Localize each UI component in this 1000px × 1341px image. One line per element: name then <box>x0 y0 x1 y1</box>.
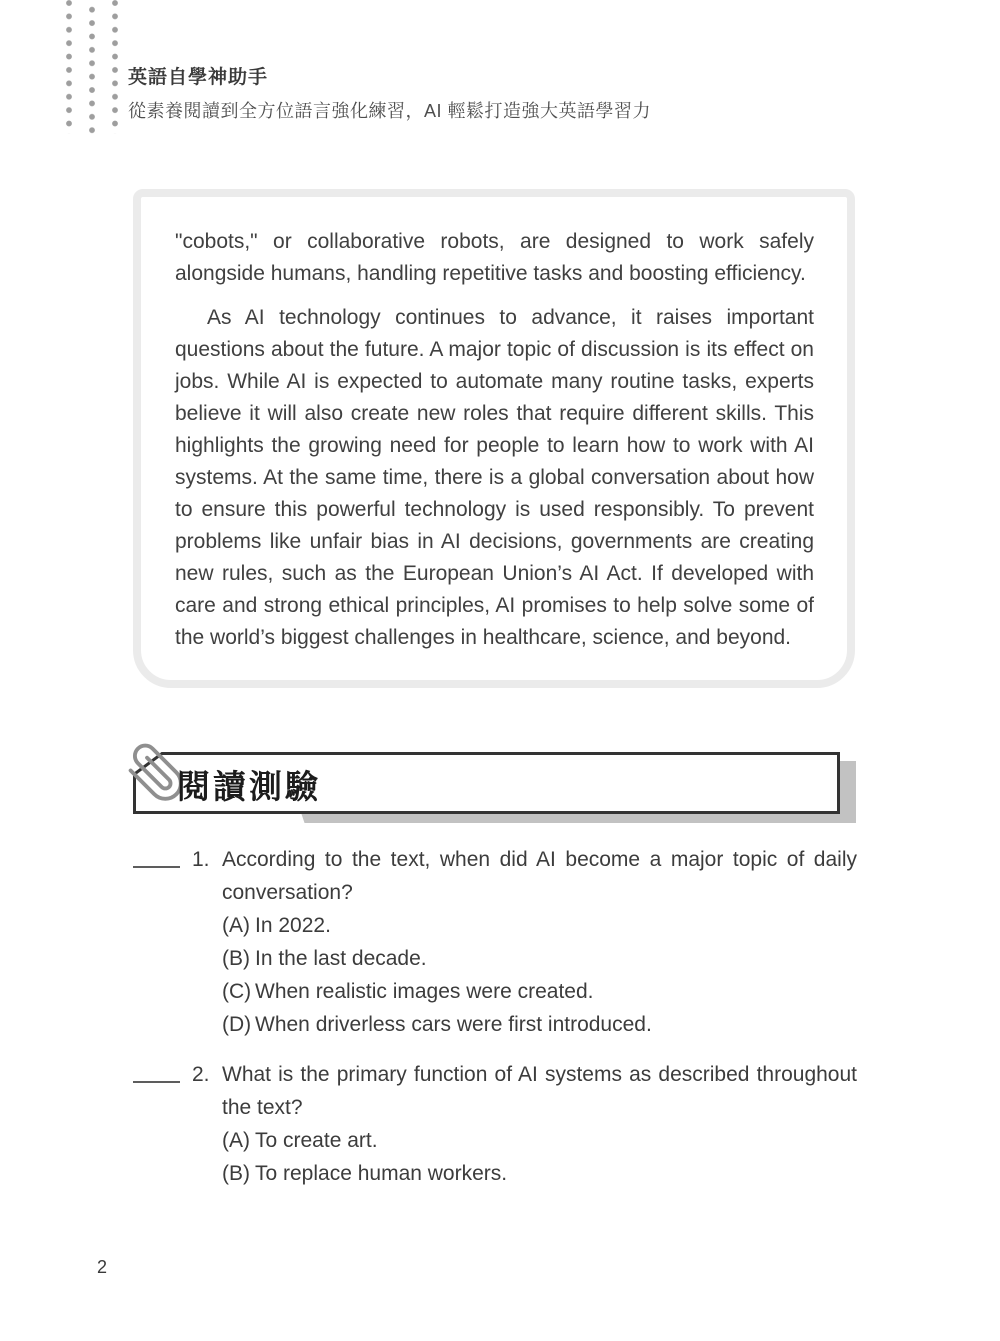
option-text: When realistic images were created. <box>255 980 594 1003</box>
question-number: 2. <box>192 1063 210 1086</box>
answer-option <box>222 1008 857 1041</box>
answer-blank[interactable] <box>133 843 180 868</box>
option-label: (B) <box>222 1162 250 1185</box>
passage-paragraph: As AI technology continues to advance, it raises important questions about the future. A major topic of discussion is its effect on jobs. While AI is expected to automate many routine tasks, experts believe it will also create new roles that require different skills. This highlights the growing need for people to learn how to work with AI systems. At the same time, there is a global conversation about how to ensure this powerful technology is used responsibly. To prevent problems like unfair bias in AI decisions, governments are creating new rules, such as the European Union’s AI Act. If developed with care and strong ethical principles, AI promises to help solve some of the world’s biggest challenges in healthcare, science, and beyond. <box>175 306 814 649</box>
answer-option <box>222 942 857 975</box>
question-item <box>133 843 857 1041</box>
option-text: To create art. <box>255 1129 378 1152</box>
option-label: (D) <box>222 1013 252 1036</box>
option-label: (C) <box>222 980 252 1003</box>
answer-option <box>222 1157 857 1190</box>
answer-option <box>222 1124 857 1157</box>
answer-blank[interactable] <box>133 1058 180 1083</box>
questions <box>133 843 857 1207</box>
question-stem: According to the text, when did AI become a major topic of daily conversation? <box>222 848 857 904</box>
answer-option <box>222 909 857 942</box>
option-label: (B) <box>222 947 250 970</box>
question-item <box>133 1058 857 1190</box>
option-label: (A) <box>222 914 250 937</box>
section-title: 閱讀測驗 <box>177 768 321 805</box>
page-number: 2 <box>97 1257 108 1277</box>
question-stem: What is the primary function of AI systems as described throughout the text? <box>222 1063 857 1119</box>
option-text: In the last decade. <box>255 947 427 970</box>
option-text: When driverless cars were first introduced. <box>255 1013 652 1036</box>
option-label: (A) <box>222 1129 250 1152</box>
answer-option <box>222 975 857 1008</box>
reading-passage-box <box>133 189 855 688</box>
option-text: In 2022. <box>255 914 331 937</box>
section-banner <box>133 752 840 814</box>
option-text: To replace human workers. <box>255 1162 508 1185</box>
question-number: 1. <box>192 848 210 871</box>
dot-pattern-decoration <box>66 0 121 134</box>
book-subtitle: 從素養閱讀到全方位語言強化練習，AI 輕鬆打造強大英語學習力 <box>128 101 652 121</box>
book-title: 英語自學神助手 <box>128 67 269 88</box>
passage-paragraph: "cobots," or collaborative robots, are designed to work safely alongside humans, handling repetitive tasks and boosting efficiency. <box>175 230 814 285</box>
